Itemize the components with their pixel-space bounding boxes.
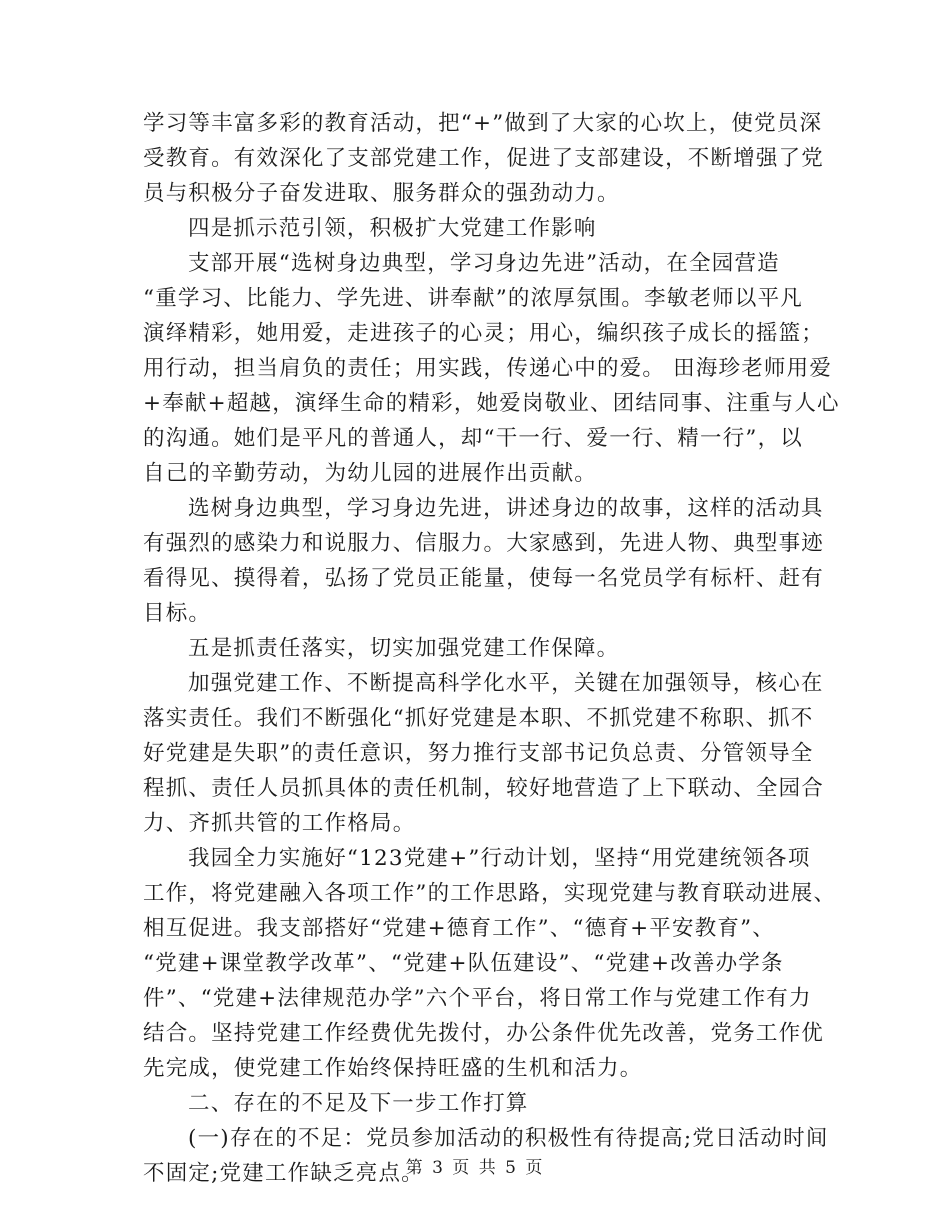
text-line: 程抓、责任人员抓具体的责任机制，较好地营造了上下联动、全园合 (143, 776, 825, 801)
document-body (143, 106, 840, 1191)
text-line: 学习等丰富多彩的教育活动，把“+”做到了大家的心坎上，使党员深 (143, 111, 823, 136)
text-line: 的沟通。她们是平凡的普通人，却“干一行、爱一行、精一行”，以 (143, 426, 803, 451)
text-line: 先完成，使党建工作始终保持旺盛的生机和活力。 (143, 1056, 643, 1081)
text-line: 我园全力实施好“123党建+”行动计划，坚持“用党建统领各项 (188, 846, 811, 871)
text-line: 四是抓示范引领，积极扩大党建工作影响 (188, 216, 597, 241)
text-line: “党建+课堂教学改革”、“党建+队伍建设”、“党建+改善办学条 (143, 951, 784, 976)
text-line: 自己的辛勤劳动，为幼儿园的进展作出贡献。 (143, 461, 598, 486)
text-line: +奉献+超越，演绎生命的精彩，她爱岗敬业、团结同事、注重与人心 (143, 391, 840, 416)
text-line: 员与积极分子奋发进取、服务群众的强劲动力。 (143, 181, 620, 206)
text-line: 不固定;党建工作缺乏亮点。 (143, 1161, 424, 1186)
text-line: 落实责任。我们不断强化“抓好党建是本职、不抓党建不称职、抓不 (143, 706, 814, 731)
page-number-footer: 第 3 页 共 5 页 (405, 1158, 545, 1178)
text-line: 好党建是失职”的责任意识，努力推行支部书记负总责、分管领导全 (143, 741, 814, 766)
text-line: 支部开展“选树身边典型，学习身边先进”活动，在全园营造 (188, 251, 780, 276)
text-line: 结合。坚持党建工作经费优先拨付，办公条件优先改善，党务工作优 (143, 1021, 825, 1046)
text-line: 相互促进。我支部搭好“党建+德育工作”、“德育+平安教育”、 (143, 916, 775, 941)
text-line: 用行动，担当肩负的责任；用实践，传递心中的爱。 田海珍老师用爱 (143, 356, 833, 381)
text-line: 受教育。有效深化了支部党建工作，促进了支部建设，不断增强了党 (143, 146, 825, 171)
text-line: 力、齐抓共管的工作格局。 (143, 811, 416, 836)
text-line: 选树身边典型，学习身边先进，讲述身边的故事，这样的活动具 (188, 496, 824, 521)
text-line: 二、存在的不足及下一步工作打算 (188, 1091, 529, 1116)
text-line: 工作，将党建融入各项工作”的工作思路，实现党建与教育联动进展、 (143, 881, 837, 906)
text-line: 有强烈的感染力和说服力、信服力。大家感到，先进人物、典型事迹 (143, 531, 825, 556)
text-line: 演绎精彩，她用爱，走进孩子的心灵；用心，编织孩子成长的摇篮； (143, 321, 825, 346)
text-line: 看得见、摸得着，弘扬了党员正能量，使每一名党员学有标杆、赶有 (143, 566, 825, 591)
text-line: 加强党建工作、不断提高科学化水平，关键在加强领导，核心在 (188, 671, 824, 696)
text-line: 件”、“党建+法律规范办学”六个平台，将日常工作与党建工作有力 (143, 986, 812, 1011)
text-line: “重学习、比能力、学先进、讲奉献”的浓厚氛围。李敏老师以平凡 (143, 286, 803, 311)
text-line: 目标。 (143, 601, 212, 626)
text-line: 五是抓责任落实，切实加强党建工作保障。 (188, 636, 620, 661)
text-line: (一)存在的不足：党员参加活动的积极性有待提高;党日活动时间 (188, 1126, 829, 1151)
